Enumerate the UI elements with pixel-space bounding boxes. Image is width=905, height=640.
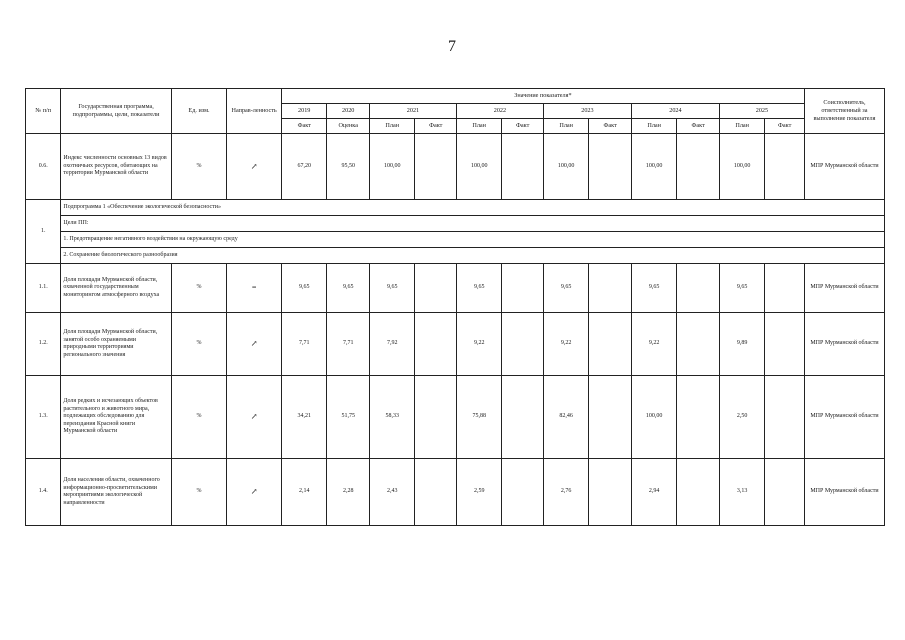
row-value [415, 376, 456, 459]
row-value: 2,14 [281, 459, 327, 526]
row-executor: МПР Мурманской области [804, 134, 884, 200]
header-sub: План [543, 119, 589, 134]
row-value [765, 376, 804, 459]
page-number: 7 [448, 38, 456, 55]
direction-equal-icon: = [227, 264, 282, 313]
table-row [26, 376, 885, 459]
row-name: Доля населения области, охваченного информационно-просветительскими мероприятиями экологической направленности [61, 459, 171, 526]
row-executor: МПР Мурманской области [804, 459, 884, 526]
row-value: 95,50 [327, 134, 369, 200]
row-value: 9,65 [281, 264, 327, 313]
header-sub: Факт [677, 119, 719, 134]
table-row [26, 313, 885, 376]
row-value [765, 134, 804, 200]
header-sub: Факт [281, 119, 327, 134]
row-unit: % [171, 376, 227, 459]
header-year: 2020 [327, 104, 369, 119]
row-name: Доля площади Мурманской области, занятой особо охраняемыми природными территориями регионального значения [61, 313, 171, 376]
row-value [589, 376, 631, 459]
row-unit: % [171, 134, 227, 200]
table-row [26, 216, 885, 232]
row-num: 1.3. [26, 376, 61, 459]
header-year: 2021 [369, 104, 456, 119]
header-unit: Ед. изм. [171, 89, 227, 134]
row-value [415, 313, 456, 376]
header-direction: Направ-ленность [227, 89, 282, 134]
row-name: Доля площади Мурманской области, охваченной государственным мониторингом атмосферного воздуха [61, 264, 171, 313]
row-value: 9,22 [543, 313, 589, 376]
row-num: 0.6. [26, 134, 61, 200]
row-value: 9,22 [631, 313, 677, 376]
row-value: 3,13 [719, 459, 765, 526]
row-value [502, 134, 543, 200]
direction-up-icon: ↗ [227, 459, 282, 526]
row-value: 9,65 [456, 264, 502, 313]
row-value: 100,00 [543, 134, 589, 200]
row-value: 9,89 [719, 313, 765, 376]
row-value [589, 313, 631, 376]
row-value: 100,00 [369, 134, 415, 200]
header-program: Государственная программа, подпрограммы, цели, показатели [61, 89, 171, 134]
header-sub: Факт [765, 119, 804, 134]
row-value: 100,00 [719, 134, 765, 200]
row-value: 58,33 [369, 376, 415, 459]
row-value: 34,21 [281, 376, 327, 459]
table-row [26, 232, 885, 248]
row-value: 9,65 [369, 264, 415, 313]
row-value: 2,94 [631, 459, 677, 526]
row-value: 100,00 [456, 134, 502, 200]
header-executor: Соисполнитель, ответственный за выполнение показателя [804, 89, 884, 134]
row-value [415, 264, 456, 313]
row-value: 9,65 [543, 264, 589, 313]
row-value [415, 459, 456, 526]
header-year: 2023 [543, 104, 631, 119]
direction-up-icon: ↗ [227, 313, 282, 376]
row-value [765, 459, 804, 526]
header-sub: Оценка [327, 119, 369, 134]
row-value [502, 376, 543, 459]
table-row [26, 264, 885, 313]
header-year: 2024 [631, 104, 719, 119]
header-sub: План [719, 119, 765, 134]
indicators-table [25, 88, 885, 526]
table-row [26, 459, 885, 526]
header-values-title: Значение показателя* [281, 89, 804, 104]
row-value: 9,22 [456, 313, 502, 376]
row-value: 9,65 [327, 264, 369, 313]
row-value: 2,59 [456, 459, 502, 526]
row-value: 75,88 [456, 376, 502, 459]
row-value: 51,75 [327, 376, 369, 459]
section-title: Подпрограмма 1 «Обеспечение экологической безопасности» [61, 200, 885, 216]
row-value [502, 459, 543, 526]
row-value [589, 264, 631, 313]
header-year: 2025 [719, 104, 804, 119]
row-value: 100,00 [631, 134, 677, 200]
row-unit: % [171, 313, 227, 376]
row-value: 82,46 [543, 376, 589, 459]
table-row [26, 248, 885, 264]
row-value: 100,00 [631, 376, 677, 459]
row-num: 1.1. [26, 264, 61, 313]
row-value: 7,71 [281, 313, 327, 376]
row-num: 1.2. [26, 313, 61, 376]
header-year: 2019 [281, 104, 327, 119]
row-value [502, 313, 543, 376]
table-row [26, 200, 885, 216]
direction-up-icon: ↗ [227, 134, 282, 200]
row-value: 2,28 [327, 459, 369, 526]
row-value: 9,65 [631, 264, 677, 313]
row-value [677, 459, 719, 526]
row-value: 7,92 [369, 313, 415, 376]
row-value: 2,43 [369, 459, 415, 526]
row-value: 7,71 [327, 313, 369, 376]
row-value [502, 264, 543, 313]
row-value: 2,76 [543, 459, 589, 526]
header-sub: План [456, 119, 502, 134]
row-value [677, 134, 719, 200]
section-goal: 2. Сохранение биологического разнообразия [61, 248, 885, 264]
row-value [589, 459, 631, 526]
row-value: 9,65 [719, 264, 765, 313]
section-goal: 1. Предотвращение негативного воздействия на окружающую среду [61, 232, 885, 248]
row-num: 1.4. [26, 459, 61, 526]
header-sub: Факт [502, 119, 543, 134]
row-name: Доля редких и исчезающих объектов растительного и животного мира, подлежащих обследованию для переиздания Красной книги Мурманской области [61, 376, 171, 459]
row-value [415, 134, 456, 200]
row-value [765, 313, 804, 376]
row-executor: МПР Мурманской области [804, 376, 884, 459]
row-value [677, 313, 719, 376]
header-num: № п/п [26, 89, 61, 134]
row-executor: МПР Мурманской области [804, 313, 884, 376]
row-value [589, 134, 631, 200]
row-executor: МПР Мурманской области [804, 264, 884, 313]
section-goals-label: Цели ПП: [61, 216, 885, 232]
row-value [677, 264, 719, 313]
row-value [677, 376, 719, 459]
header-sub: Факт [589, 119, 631, 134]
row-value [765, 264, 804, 313]
header-sub: Факт [415, 119, 456, 134]
header-sub: План [631, 119, 677, 134]
table-row [26, 134, 885, 200]
row-value: 2,50 [719, 376, 765, 459]
row-value: 67,20 [281, 134, 327, 200]
header-year: 2022 [456, 104, 543, 119]
row-unit: % [171, 459, 227, 526]
section-num: 1. [26, 200, 61, 264]
direction-up-icon: ↗ [227, 376, 282, 459]
header-sub: План [369, 119, 415, 134]
row-unit: % [171, 264, 227, 313]
row-name: Индекс численности основных 13 видов охотничьих ресурсов, обитающих на территории Мурманской области [61, 134, 171, 200]
